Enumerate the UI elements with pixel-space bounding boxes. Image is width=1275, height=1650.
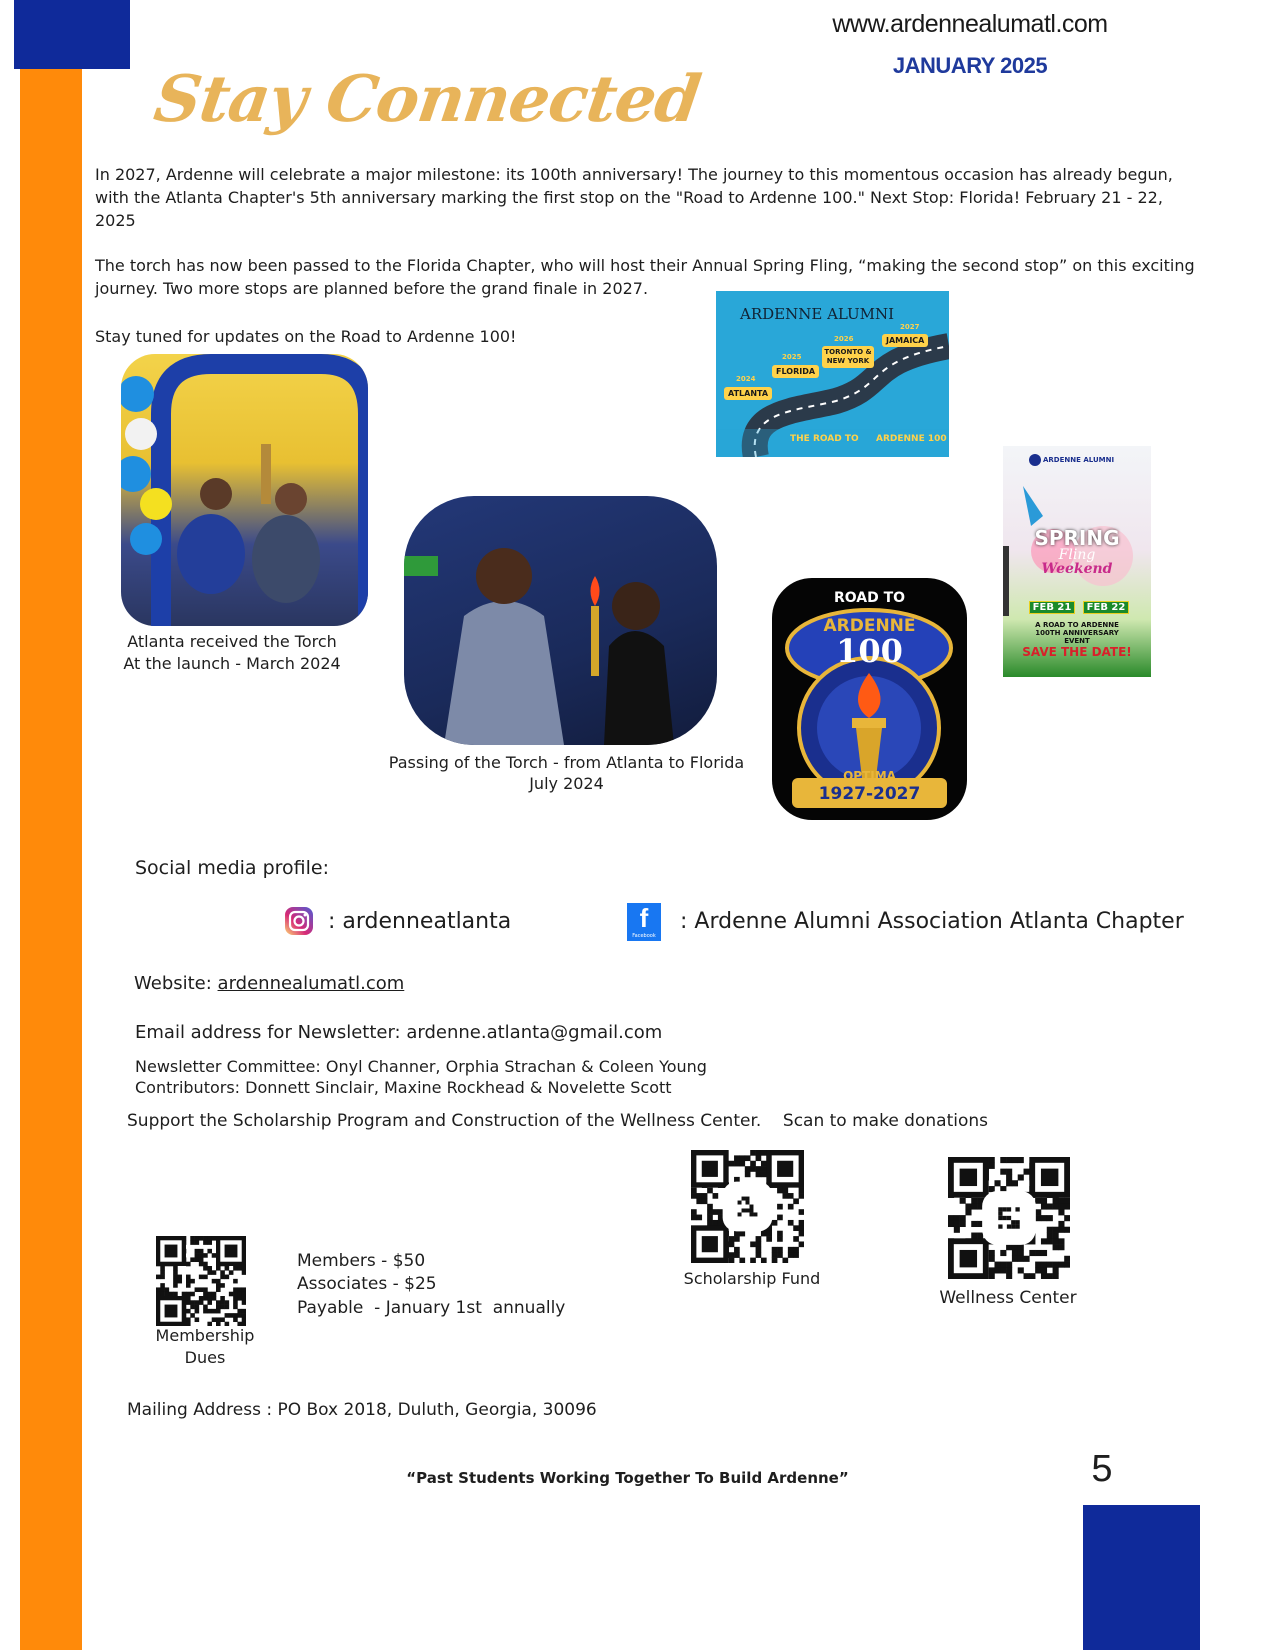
- flyer-save-the-date: SAVE THE DATE!: [1022, 645, 1132, 659]
- intro-paragraph-1: In 2027, Ardenne will celebrate a major milestone: its 100th anniversary! The journey to this momentous occasion has already begun, with the Atlanta Chapter's 5th anniversary marking the first stop on the "Road to Ardenne 100." Next Stop: Florida! February 21 - 22, 2025: [95, 165, 1173, 230]
- atlanta-caption-line-1: Atlanta received the Torch: [127, 632, 337, 651]
- facebook-icon[interactable]: [627, 903, 661, 941]
- scholarship-qr-code[interactable]: [691, 1150, 804, 1263]
- flyer-title-weekend: Weekend: [1041, 561, 1113, 577]
- road-map-year-2026: 2026: [834, 335, 854, 343]
- road-map-year-2025: 2025: [782, 353, 802, 361]
- road-map-footer-left: THE ROAD TO: [790, 434, 859, 444]
- wellness-qr-code[interactable]: [948, 1157, 1070, 1279]
- footer-motto: “Past Students Working Together To Build Ardenne”: [406, 1469, 849, 1487]
- membership-qr-label-2: Dues: [184, 1348, 226, 1367]
- badge-years: 1927-2027: [818, 784, 921, 804]
- road-map-stop-atlanta: ATLANTA: [724, 387, 772, 400]
- wellness-qr-label: Wellness Center: [939, 1288, 1077, 1308]
- flyer-date-2: FEB 22: [1083, 601, 1129, 614]
- flyer-title-spring: SPRING: [1034, 526, 1120, 550]
- support-donations-text: Support the Scholarship Program and Construction of the Wellness Center. Scan to make donations: [127, 1111, 988, 1131]
- social-heading: Social media profile:: [135, 857, 330, 879]
- intro-paragraph-3: Stay tuned for updates on the Road to Ardenne 100!: [95, 327, 517, 346]
- flyer-org: ARDENNE ALUMNI: [1043, 456, 1115, 464]
- newsletter-committee: Newsletter Committee: Onyl Channer, Orphia Strachan & Coleen Young: [135, 1057, 707, 1076]
- road-map-brand: ARDENNE ALUMNI: [740, 305, 895, 323]
- corner-block-bottom: [1083, 1505, 1200, 1650]
- passing-caption-line-1: Passing of the Torch - from Atlanta to Florida: [388, 753, 745, 772]
- road-to-ardenne-100-badge: [772, 578, 967, 820]
- fee-payable: Payable - January 1st annually: [297, 1298, 566, 1318]
- passing-torch-photo: [404, 496, 717, 745]
- road-map-stop-toronto: TORONTO & NEW YORK: [822, 346, 874, 368]
- instagram-handle[interactable]: : ardenneatlanta: [328, 909, 512, 934]
- atlanta-photo-scene: [121, 354, 368, 626]
- facebook-page-name[interactable]: : Ardenne Alumni Association Atlanta Chapter: [680, 909, 1184, 934]
- intro-paragraph-2: The torch has now been passed to the Florida Chapter, who will host their Annual Spring Fling, “making the second stop” on this exciting journey. Two more stops are planned before the grand finale in 2027.: [95, 256, 1195, 298]
- flyer-date-1: FEB 21: [1029, 601, 1075, 614]
- membership-qr-code[interactable]: [156, 1236, 246, 1326]
- membership-qr-label-1: Membership: [155, 1326, 255, 1345]
- newsletter-contributors: Contributors: Donnett Sinclair, Maxine Rockhead & Novelette Scott: [135, 1078, 672, 1097]
- mailing-address: Mailing Address : PO Box 2018, Duluth, Georgia, 30096: [127, 1400, 597, 1420]
- road-map-footer-right: ARDENNE 100: [876, 434, 947, 444]
- badge-number: 100: [836, 632, 903, 670]
- membership-qr-pattern: [156, 1236, 246, 1326]
- fee-members: Members - $50: [297, 1251, 426, 1271]
- wellness-qr-pattern: [948, 1157, 1070, 1279]
- scholarship-qr-label: Scholarship Fund: [683, 1269, 821, 1288]
- page-title: Stay Connected: [149, 62, 705, 137]
- scholarship-qr-pattern: [691, 1150, 804, 1263]
- header-website: www.ardennealumatl.com: [832, 10, 1108, 38]
- fee-associates: Associates - $25: [297, 1274, 437, 1294]
- page-number: 5: [1091, 1448, 1113, 1490]
- corner-block-top: [14, 0, 130, 69]
- newsletter-email: Email address for Newsletter: ardenne.atlanta@gmail.com: [135, 1022, 663, 1043]
- facebook-icon-label: Facebook: [632, 933, 656, 939]
- badge-name: ARDENNE: [823, 616, 916, 636]
- road-map-year-2027: 2027: [900, 323, 920, 331]
- road-map-stop-jamaica: JAMAICA: [882, 334, 928, 347]
- side-stripe: [20, 69, 82, 1650]
- website-line: [134, 973, 404, 994]
- instagram-icon[interactable]: [279, 901, 319, 941]
- flyer-tagline: A ROAD TO ARDENNE 100TH ANNIVERSARY EVENT: [1035, 621, 1119, 645]
- spring-fling-flyer: [1003, 446, 1151, 677]
- passing-caption-line-2: July 2024: [529, 774, 604, 793]
- road-map-year-2024: 2024: [736, 375, 756, 383]
- website-link[interactable]: ardennealumatl.com: [217, 973, 405, 994]
- header-date: JANUARY 2025: [892, 53, 1048, 78]
- atlanta-torch-photo: [121, 354, 368, 626]
- website-label: Website:: [134, 973, 218, 994]
- facebook-f-glyph: f: [639, 903, 649, 933]
- flyer-title-fling: Fling: [1058, 547, 1096, 563]
- badge-top-text: ROAD TO: [833, 590, 906, 606]
- atlanta-caption-line-2: At the launch - March 2024: [123, 654, 341, 673]
- road-map-graphic: [716, 291, 949, 457]
- passing-photo-scene: [404, 496, 717, 745]
- road-map-stop-florida: FLORIDA: [772, 365, 819, 378]
- badge-motto: OPTIMA: [843, 769, 896, 783]
